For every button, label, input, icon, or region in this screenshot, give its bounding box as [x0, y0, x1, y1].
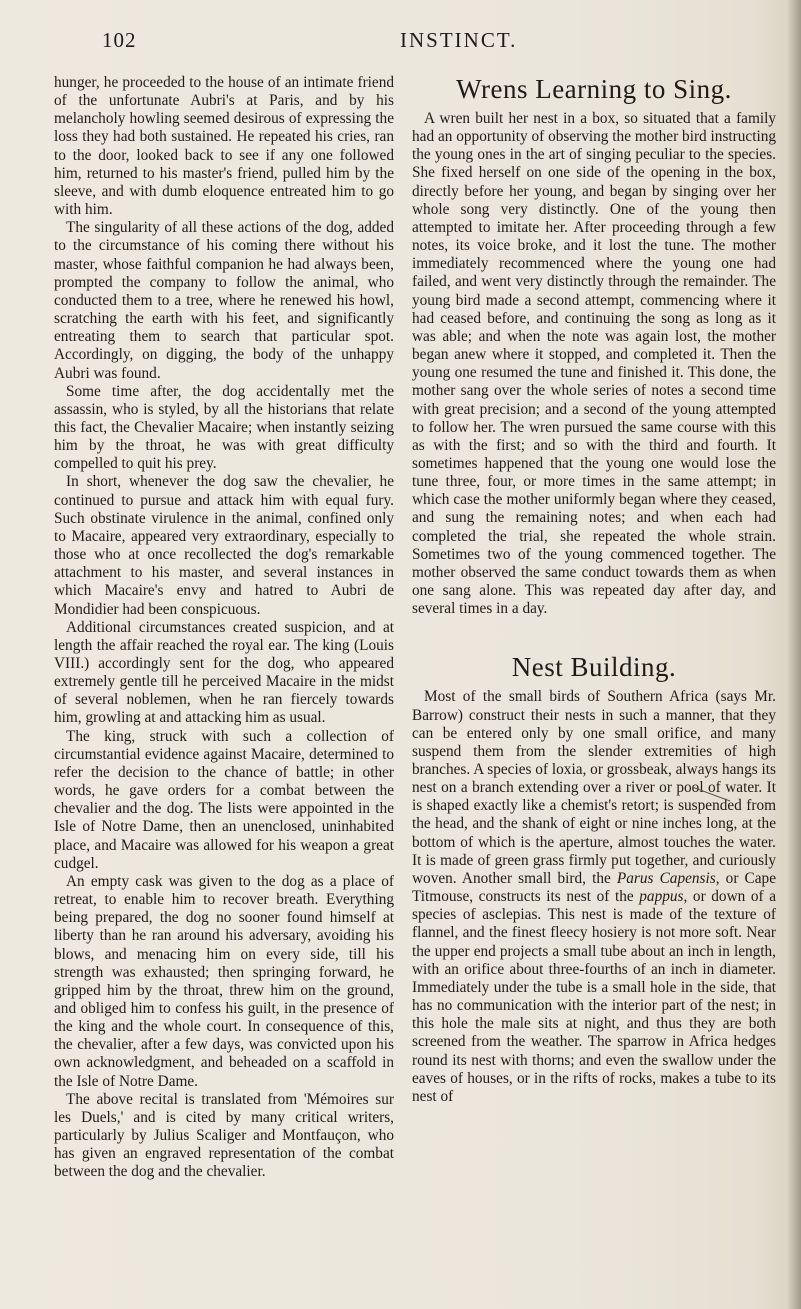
paragraph: A wren built her nest in a box, so situated that a family had an opportunity of observing the mother bird instructing the young ones in the art of singing peculiar to the species. She fixed herself on one side of the opening in the box, directly before her young, and began by singing over her whole song very distinctly. One of the young then attempted to imitate her. After proceeding through a few notes, its voice broke, and it lost the tune. The mother immediately recommenced where the young one had failed, and went very distinctly through the remainder. The young bird made a second attempt, commencing where it had ceased before, and continuing the song as long as it was able; and when the note was again lost, the mother began anew where it stopped, and completed it. Then the young one resumed the tune and finished it. This done, the mother sang over the whole series of notes a second time with great precision; and a second of the young attempted to follow her. The wren pursued the same course with this as with the first; and so with the third and fourth. It sometimes happened that the young one would lose the tune three, four, or more times in the same attempt; in which case the mother uniformly began where they ceased, and sung the remaining notes; and when each had completed the trial, she repeated the whole strain. Sometimes two of the young commenced together. The mother observed the same conduct towards them as when one sang alone. This was repeated day after day, and several times in a day. — [412, 110, 776, 618]
text-run: Most of the small birds of Southern Africa (says Mr. Barrow) construct their nests in such a manner, that they can be entered only by one small orifice, and many suspend them from the slender extremities of high branches. A species of loxia, or grossbeak, always hangs its nest on a branch extending over a river or pool of water. It is shaped exactly like a chemist's retort; is suspended from the head, and the shank of eight or nine inches long, at the bottom of which is the aperture, almost touches the water. It is made of green grass firmly put together, and curiously woven. Another small bird, the — [412, 688, 776, 887]
text-run: , or down of a species of asclepias. This nest is made of the texture of flannel, and the finest fleecy hosiery is not more soft. Near the upper end projects a small tube about an inch in length, with an orifice about three-fourths of an inch in diameter. Immediately under the tube is a small hole in the side, that has no communication with the interior part of the nest; in this hole the male sits at night, and thus they are both screened from the weather. The sparrow in Africa hedges round its nest with thorns; and even the swallow under the eaves of houses, or in the rifts of rocks, makes a tube to its nest of — [412, 888, 777, 1105]
paragraph: Some time after, the dog accidentally met the assassin, who is styled, by all the historians that relate this fact, the Chevalier Macaire; when instantly seizing him by the throat, he was with great difficulty compelled to quit his prey. — [54, 382, 394, 473]
page-number: 102 — [102, 28, 137, 52]
paragraph: In short, whenever the dog saw the chevalier, he continued to pursue and attack him with equal fury. Such obstinate virulence in the animal, confined only to Macaire, appeared very extraordinary, especially to those who at once recollected the dog's remarkable attachment to his master, and several instances in which Macaire's envy and hatred to Aubri de Mondidier had been conspicuous. — [54, 473, 394, 618]
paragraph: An empty cask was given to the dog as a place of retreat, to enable him to recover breath. Everything being prepared, the dog no sooner found himself at liberty than he ran around his adversary, avoiding his blows, and menacing him on every side, till his strength was exhausted; then springing forward, he gripped him by the throat, threw him on the ground, and obliged him to confess his guilt, in the presence of the king and the whole court. In consequence of this, the chevalier, after a few days, was convicted upon his own acknowledgment, and beheaded on a scaffold in the Isle of Notre Dame. — [54, 872, 394, 1090]
left-column — [54, 74, 394, 1182]
right-column — [412, 74, 776, 1106]
separator-ornament — [692, 785, 732, 803]
paragraph: The king, struck with such a collection of circumstantial evidence against Macaire, determined to refer the decision to the chance of battle; in other words, he gave orders for a combat between the chevalier and the dog. The lists were appointed in the Isle of Notre Dame, then an unenclosed, uninhabited place, and Macaire was allowed for his weapon a great cudgel. — [54, 727, 394, 872]
page-header — [100, 28, 790, 58]
section-heading-nest-building: Nest Building. — [511, 652, 677, 683]
paragraph: Additional circumstances created suspicion, and at length the affair reached the royal ear. The king (Louis VIII.) accordingly sent for the dog, who appeared extremely gentle till he perceived Macaire in the midst of several noblemen, when he ran fiercely towards him, growling at and attacking him as usual. — [54, 618, 394, 727]
italic-term: Parus Capensis — [616, 869, 716, 887]
italic-term: pappus — [639, 888, 684, 906]
paragraph — [412, 688, 776, 1106]
paragraph: The singularity of all these actions of the dog, added to the circumstance of his coming there without his master, whose faithful companion he had always been, prompted the company to follow the animal, who conducted them to a tree, where he renewed his howl, scratching the earth with his feet, and significantly entreating them to search that particular spot. Accordingly, on digging, the body of the unhappy Aubri was found. — [54, 219, 394, 382]
paragraph: hunger, he proceeded to the house of an intimate friend of the unfortunate Aubri's at Paris, and by his melancholy howling seemed desirous of expressing the loss they had both sustained. He repeated his cries, ran to the door, looked back to see if any one followed him, returned to his master's friend, pulled him by the sleeve, and with dumb eloquence entreated him to go with him. — [54, 74, 394, 219]
running-title: INSTINCT. — [400, 28, 518, 52]
page-edge-shadow — [787, 0, 801, 1309]
text-run: , or Cape Titmouse, constructs its nest of the — [412, 869, 776, 906]
section-heading-wrens: Wrens Learning to Sing. — [456, 74, 732, 104]
paragraph: The above recital is translated from 'Mémoires sur les Duels,' and is cited by many critical writers, particularly by Julius Scaliger and Montfauçon, who has given an engraved representation of the combat between the dog and the chevalier. — [54, 1090, 394, 1181]
